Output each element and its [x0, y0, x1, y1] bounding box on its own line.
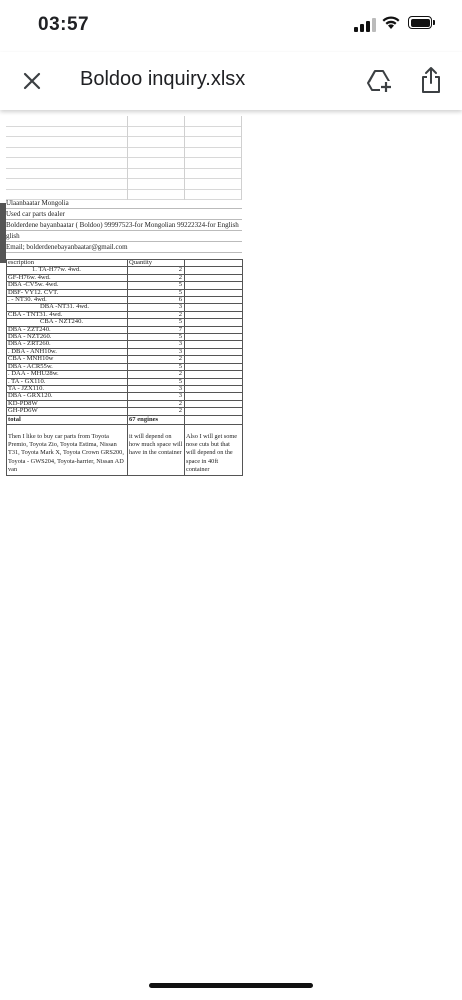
row-description: GF-H76w. 4wd. [7, 274, 128, 281]
row-description: CBA - NZT240. [7, 319, 128, 326]
row-quantity: 3 [128, 304, 185, 311]
table-row [7, 297, 243, 304]
row-description: TA - JZX110. [7, 385, 128, 392]
share-icon[interactable] [420, 66, 442, 94]
row-quantity: 6 [128, 297, 185, 304]
info-line: Bolderdene bayanbaatar ( Boldoo) 99997523-for Mongolian 99222324-for English [6, 220, 242, 231]
row-description: DBA - NZT260. [7, 334, 128, 341]
row-quantity: 7 [128, 326, 185, 333]
home-indicator[interactable] [149, 983, 313, 988]
row-description: DBA -NT31. 4wd. [7, 304, 128, 311]
note-nose-cuts: Also I will get some nose cuts but that will depend on the space in 40ft container [185, 424, 243, 475]
row-description: DBA - ZZT240. [7, 326, 128, 333]
table-row [7, 378, 243, 385]
table-row [7, 274, 243, 281]
row-quantity: 3 [128, 393, 185, 400]
close-icon[interactable] [18, 67, 46, 95]
table-row [7, 371, 243, 378]
table-row [7, 289, 243, 296]
table-row [7, 348, 243, 355]
note-parts: Then I like to buy car parts from Toyota Premio, Toyota Zio, Toyota Estima, Nissan T31, Toyota Mark X, Toyota Crown GRS200, Toyota - GWS204, Toyota-harrier, Nissan AD van [7, 424, 128, 475]
row-description: DBF- VY12. CVT. [7, 289, 128, 296]
table-row [7, 385, 243, 392]
table-row [7, 341, 243, 348]
table-row [7, 304, 243, 311]
row-quantity: 2 [128, 311, 185, 318]
row-description: CBA - MNH10w [7, 356, 128, 363]
row-description: . DBA - ANH10w. [7, 348, 128, 355]
status-time: 03:57 [38, 14, 90, 35]
row-quantity: 2 [128, 400, 185, 407]
header-quantity: Quantity [128, 260, 185, 267]
table-row [7, 356, 243, 363]
row-quantity: 5 [128, 319, 185, 326]
row-description: 1. TA-H77w. 4wd. [7, 267, 128, 274]
note-space: it will depend on how much space will have in the container [128, 424, 185, 475]
row-quantity: 5 [128, 378, 185, 385]
row-quantity: 3 [128, 341, 185, 348]
row-quantity: 5 [128, 282, 185, 289]
row-quantity: 2 [128, 371, 185, 378]
status-bar [0, 0, 462, 52]
notes-row [7, 424, 243, 475]
info-line: Ulaanbaatar Mongolia [6, 198, 242, 209]
total-label: total [7, 415, 128, 424]
add-to-drive-icon[interactable] [366, 68, 392, 94]
header-description: escription [7, 260, 128, 267]
app-toolbar [0, 52, 462, 110]
total-value: 67 engines [128, 415, 185, 424]
row-description: DBA - ACR55w. [7, 363, 128, 370]
row-quantity: 5 [128, 363, 185, 370]
row-description: DBA - GRX120. [7, 393, 128, 400]
info-line: Used car parts dealer [6, 209, 242, 220]
spreadsheet-preview[interactable] [0, 110, 462, 970]
table-row [7, 319, 243, 326]
table-row [7, 267, 243, 274]
row-quantity: 2 [128, 274, 185, 281]
info-line: glish [6, 231, 242, 242]
total-row [7, 415, 243, 424]
table-row [7, 400, 243, 407]
table-header-row [7, 260, 243, 267]
cellular-signal-icon [354, 18, 376, 32]
row-quantity: 3 [128, 348, 185, 355]
row-quantity: 2 [128, 408, 185, 415]
row-description: . TA - GX110. [7, 378, 128, 385]
table-row [7, 363, 243, 370]
row-quantity: 2 [128, 267, 185, 274]
table-row [7, 334, 243, 341]
file-title: Boldoo inquiry.xlsx [80, 68, 246, 90]
row-quantity: 3 [128, 385, 185, 392]
row-quantity: 2 [128, 356, 185, 363]
row-description: KD-PD8W [7, 400, 128, 407]
row-description: DBA -CV5w. 4wd. [7, 282, 128, 289]
row-description: . - NT30. 4wd. [7, 297, 128, 304]
parts-table [6, 259, 243, 476]
battery-icon [408, 16, 432, 29]
sheet-content [6, 198, 242, 476]
info-line: Email; bolderdenebayanbaatar@gmail.com [6, 242, 242, 253]
wifi-icon [381, 15, 401, 30]
row-quantity: 5 [128, 334, 185, 341]
row-description: GH-PD6W [7, 408, 128, 415]
row-description: DBA - ZRT260. [7, 341, 128, 348]
table-row [7, 311, 243, 318]
empty-grid-rows [6, 116, 242, 200]
table-row [7, 282, 243, 289]
row-description: CBA - TNT31. 4wd. [7, 311, 128, 318]
table-row [7, 408, 243, 415]
row-quantity: 5 [128, 289, 185, 296]
row-description: . DAA - MHU28w. [7, 371, 128, 378]
table-row [7, 326, 243, 333]
table-row [7, 393, 243, 400]
